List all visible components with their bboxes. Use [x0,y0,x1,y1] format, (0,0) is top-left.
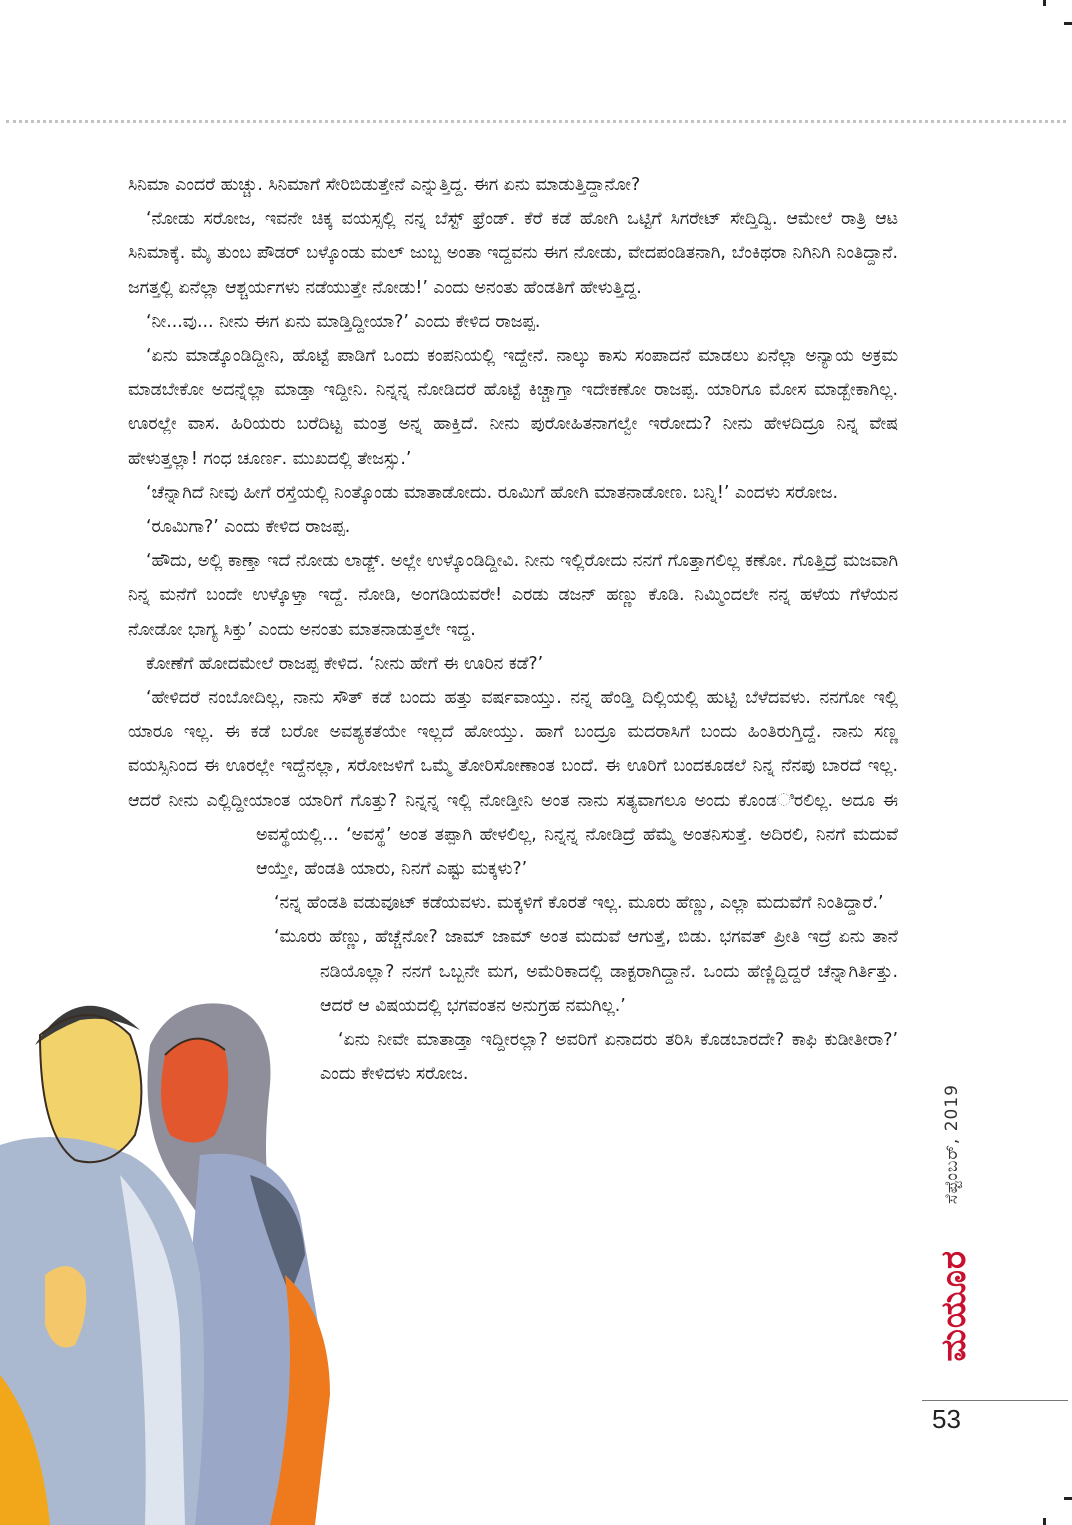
magazine-logo: ಮಯೂರ [934,1250,974,1362]
crop-mark-right-bottom [1064,1497,1072,1500]
header-dotted-rule [6,120,1066,123]
crop-mark-top [1043,0,1046,6]
paragraph: ಕೋಣೆಗೆ ಹೋದಮೇಲೆ ರಾಜಪ್ಪ ಕೇಳಿದ. ‘ನೀನು ಹೇಗೆ ಈ ಊರಿನ ಕಡೆ?’ [146,653,544,674]
issue-date: ಸೆಪ್ಟೆಂಬರ್, 2019 [942,1084,962,1205]
paragraph: ‘ಏನು ಮಾಡ್ಕೊಂಡಿದ್ದೀನಿ, ಹೊಟ್ಟೆ ಪಾಡಿಗೆ ಒಂದು ಕಂಪನಿಯಲ್ಲಿ ಇದ್ದೇನೆ. ನಾಲ್ಕು ಕಾಸು ಸಂಪಾದನೆ ಮಾಡಲು ಏನೆಲ್ಲಾ ಅನ್ಯಾಯ ಅಕ್ರಮ ಮಾಡಬೇಕೋ ಅದನ್ನೆಲ್ಲಾ ಮಾಡ್ತಾ ಇದ್ದೀನಿ. ನಿನ್ನನ್ನ ನೋಡಿದರೆ ಹೊಟ್ಟೆ ಕಿಚ್ಚಾಗ್ತಾ ಇದೇಕಣೋ ರಾಜಪ್ಪ. ಯಾರಿಗೂ ಮೋಸ ಮಾಡ್ಬೇಕಾಗಿಲ್ಲ. ಊರಲ್ಲೇ ವಾಸ. ಹಿರಿಯರು ಬರೆದಿಟ್ಟ ಮಂತ್ರ ಅನ್ನ ಹಾಕ್ತಿದೆ. ನೀನು ಪುರೋಹಿತನಾಗಲ್ವೇ ಇರೋದು? ನೀನು ಹೇಳದಿದ್ರೂ ನಿನ್ನ ವೇಷ ಹೇಳುತ್ತಲ್ಲಾ! ಗಂಧ ಚೂರ್ಣ. ಮುಖದಲ್ಲಿ ತೇಜಸ್ಸು.’ [128,346,898,469]
illustration-wrap-spacer [128,784,256,956]
crop-mark-right-top [1064,22,1072,25]
paragraph: ‘ನೀ...ವು... ನೀನು ಈಗ ಏನು ಮಾಡ್ತಿದ್ದೀಯಾ?’ ಎಂದು ಕೇಳಿದ ರಾಜಪ್ಪ. [146,311,541,332]
crop-mark-bottom [1043,1518,1046,1525]
paragraph: ‘ನೋಡು ಸರೋಜ, ಇವನೇ ಚಿಕ್ಕ ವಯಸ್ಸಲ್ಲಿ ನನ್ನ ಬೆಸ್ಟ್ ಫ್ರೆಂಡ್. ಕೆರೆ ಕಡೆ ಹೋಗಿ ಒಟ್ಟಿಗೆ ಸಿಗರೇಟ್ ಸೇದ್ತಿದ್ವಿ. ಆಮೇಲೆ ರಾತ್ರಿ ಆಟ ಸಿನಿಮಾಕ್ಕೆ. ಮೈ ತುಂಬ ಪೌಡರ್ ಬಳ್ಕೊಂಡು ಮಲ್ ಜುಬ್ಬ ಅಂತಾ ಇದ್ದವನು ಈಗ ನೋಡು, ವೇದಪಂಡಿತನಾಗಿ, ಬೆಂಕಿಥರಾ ನಿಗಿನಿಗಿ ನಿಂತಿದ್ದಾನೆ. ಜಗತ್ತಲ್ಲಿ ಏನೆಲ್ಲಾ ಆಶ್ಚರ್ಯಗಳು ನಡೆಯುತ್ತೇ ನೋಡು!’ ಎಂದು ಅನಂತು ಹೆಂಡತಿಗೆ ಹೇಳುತ್ತಿದ್ದ. [128,209,898,298]
story-illustration [0,975,470,1525]
paragraph: ‘ರೂಮಿಗಾ?’ ಎಂದು ಕೇಳಿದ ರಾಜಪ್ಪ. [146,517,351,538]
paragraph: ‘ಹೌದು, ಅಲ್ಲಿ ಕಾಣ್ತಾ ಇದೆ ನೋಡು ಲಾಡ್ಜ್. ಅಲ್ಲೇ ಉಳ್ಕೊಂಡಿದ್ದೀವಿ. ನೀನು ಇಲ್ಲಿರೋದು ನನಗೆ ಗೊತ್ತಾಗಲಿಲ್ಲ ಕಣೋ. ಗೊತ್ತಿದ್ರೆ ಮಜವಾಗಿ ನಿನ್ನ ಮನೆಗೆ ಬಂದೇ ಉಳ್ಕೊಳ್ತಾ ಇದ್ದೆ. ನೋಡಿ, ಅಂಗಡಿಯವರೇ! ಎರಡು ಡಜನ್ ಹಣ್ಣು ಕೊಡಿ. ನಿಮ್ಮಿಂದಲೇ ನನ್ನ ಹಳೆಯ ಗೆಳೆಯನ ನೋಡೋ ಭಾಗ್ಯ ಸಿಕ್ತು’ ಎಂದು ಅನಂತು ಮಾತನಾಡುತ್ತಲೇ ಇದ್ದ. [128,551,898,640]
paragraph: ‘ಹೇಳಿದರೆ ನಂಬೋದಿಲ್ಲ, ನಾನು ಸೌತ್ ಕಡೆ ಬಂದು ಹತ್ತು ವರ್ಷವಾಯ್ತು. ನನ್ನ ಹೆಂಡ್ತಿ ದಿಲ್ಲಿಯಲ್ಲಿ ಹುಟ್ಟಿ ಬೆಳೆದವಳು. ನನಗೋ ಇಲ್ಲಿ ಯಾರೂ ಇಲ್ಲ. ಈ ಕಡೆ ಬರೋ ಅವಶ್ಯಕತೆಯೇ ಇಲ್ಲದೆ ಹೋಯ್ತು. ಹಾಗೆ ಬಂದ್ರೂ ಮದರಾಸಿಗೆ ಬಂದು ಹಿಂತಿರುಗ್ತಿದ್ದೆ. ನಾನು ಸಣ್ಣ ವಯಸ್ಸಿನಿಂದ ಈ ಊರಲ್ಲೇ ಇದ್ದೆನಲ್ಲಾ, ಸರೋಜಳಿಗೆ ಒಮ್ಮೆ ತೋರಿಸೋಣಾಂತ ಬಂದೆ. ಈ ಊರಿಗೆ ಬಂದಕೂಡಲೆ ನಿನ್ನ ನೆನಪು ಬಾರದೆ ಇಲ್ಲ. ಆದರೆ ನೀನು ಎಲ್ಲಿದ್ದೀಯಾಂತ ಯಾರಿಗೆ ಗೊತ್ತು? ನಿನ್ನನ್ನ ಇಲ್ಲಿ ನೋಡ್ತೀನಿ ಅಂತ ನಾನು ಸತ್ಯವಾಗಲೂ ಅಂದು ಕೊಂಡ ಿರಲಿಲ್ಲ. ಅದೂ ಈ ಅವಸ್ಥೆಯಲ್ಲಿ... ‘ಅವಸ್ಥೆ’ ಅಂತ ತಪ್ಪಾಗಿ ಹೇಳಲಿಲ್ಲ, ನಿನ್ನನ್ನ ನೋಡಿದ್ರೆ ಹೆಮ್ಮೆ ಅಂತನಿಸುತ್ತೆ. ಅದಿರಲಿ, ನಿನಗೆ ಮದುವೆ ಆಯ್ತೇ, ಹೆಂಡತಿ ಯಾರು, ನಿನಗೆ ಎಷ್ಟು ಮಕ್ಕಳು?’ [128,681,898,886]
paragraph: ‘ಚೆನ್ನಾಗಿದೆ ನೀವು ಹೀಗೆ ರಸ್ತೆಯಲ್ಲಿ ನಿಂತ್ಕೊಂಡು ಮಾತಾಡೋದು. ರೂಮಿಗೆ ಹೋಗಿ ಮಾತನಾಡೋಣ. ಬನ್ನಿ!’ ಎಂದಳು ಸರೋಜ. [146,482,838,503]
paragraph: ಸಿನಿಮಾ ಎಂದರೆ ಹುಚ್ಚು. ಸಿನಿಮಾಗೆ ಸೇರಿಬಿಡುತ್ತೇನೆ ಎನ್ನುತ್ತಿದ್ದ. ಈಗ ಏನು ಮಾಡುತ್ತಿದ್ದಾನೋ? [128,175,641,195]
woman-face [161,1039,228,1143]
paragraph: ‘ಮೂರು ಹೆಣ್ಣು, ಹೆಚ್ಚೆನೋ? ಜಾಮ್ ಜಾಮ್ ಅಂತ ಮದುವೆ ಆಗುತ್ತೆ, ಬಿಡು. ಭಗವತ್ ಪ್ರೀತಿ ಇದ್ರೆ ಏನು ತಾನೆ ನಡಿಯೊಲ್ಲಾ? ನನಗೆ ಒಬ್ಬನೇ ಮಗ, ಅಮೆರಿಕಾದಲ್ಲಿ ಡಾಕ್ಟರಾಗಿದ್ದಾನೆ. ಒಂದು ಹೆಣ್ಣಿದ್ದಿದ್ದರೆ ಚೆನ್ನಾಗಿರ್ತಿತ್ತು. ಆದರೆ ಆ ವಿಷಯದಲ್ಲಿ ಭಗವಂತನ ಅನುಗ್ರಹ ನಮಗಿಲ್ಲ.’ [274,927,898,1016]
paragraph: ‘ನನ್ನ ಹೆಂಡತಿ ವಡುವೂಟ್ ಕಡೆಯವಳು. ಮಕ್ಕಳಿಗೆ ಕೊರತೆ ಇಲ್ಲ. ಮೂರು ಹೆಣ್ಣು, ಎಲ್ಲಾ ಮದುವೆಗೆ ನಿಂತಿದ್ದಾರೆ.’ [128,886,898,920]
page-number-rule [922,1400,1068,1401]
paragraph: ‘ಏನು ನೀವೇ ಮಾತಾಡ್ತಾ ಇದ್ದೀರಲ್ಲಾ? ಅವರಿಗೆ ಏನಾದರು ತರಿಸಿ ಕೊಡಬಾರದೇ? ಕಾಫಿ ಕುಡೀತೀರಾ?’ ಎಂದು ಕೇಳಿದಳು ಸರೋಜ. [128,1023,898,1091]
page-number: 53 [932,1404,961,1434]
